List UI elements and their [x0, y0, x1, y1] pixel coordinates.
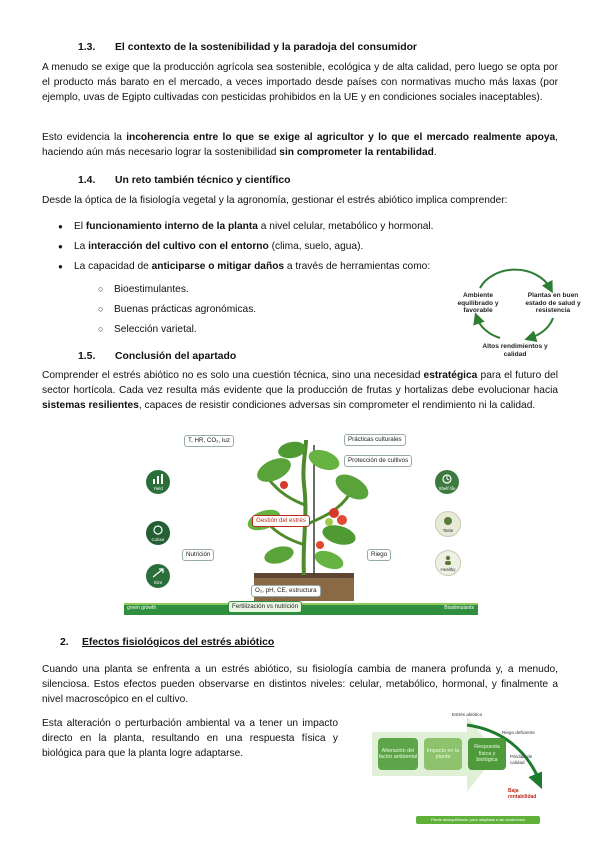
section-1-3-paragraph-1: A menudo se exige que la producción agrícola sea sostenible, ecológica y de alta calidad, pero luego se opta por el producto más barato en el mercado, a veces importado desde países con normativas mucho más laxas (por ejemplo, uvas de Egipto cultivadas con pesticidas prohibidos en la UE y en condiciones sociales inaceptables).: [42, 62, 558, 103]
text-run: Esto evidencia la: [42, 132, 127, 143]
soil-tag: O₂, pH, CE, estructura: [251, 585, 321, 597]
section-2-paragraph-1: Cuando una planta se enfrenta a un estrés abiótico, su fisiología cambia de manera profunda y, a menudo, silenciosa. Estos efectos pueden observarse en distintos niveles: celular, metabólico, hormonal, y finalmente a nivel macroscópico en el cultivo.: [42, 664, 558, 705]
flow-label-right: Pérdida de calidad: [510, 754, 533, 765]
section-2-paragraph-2: Esta alteración o perturbación ambiental va a tener un impacto directo en la planta, resultando en una respuesta física y biológica para que la planta logre adaptarse.: [42, 718, 338, 759]
list-item: ○ Selección varietal.: [98, 322, 256, 337]
text-run: a nivel celular, metabólico y hormonal.: [257, 221, 434, 232]
leaf: [312, 547, 346, 572]
cycle-right-label: Plantas en buen estado de salud y resistencia: [525, 292, 581, 314]
bold-run: sistemas resilientes: [42, 400, 139, 411]
climate-tag: T, HR, CO₂, luz: [184, 435, 234, 447]
leaf: [306, 446, 342, 474]
section-number: 1.4.: [78, 175, 96, 186]
tomato: [280, 481, 288, 489]
text-run: El: [74, 221, 86, 232]
leaf: [331, 469, 372, 504]
flow-step-3: Respuesta física y biológica: [468, 738, 506, 770]
text-run: (clima, suelo, agua).: [268, 241, 364, 252]
section-1-3-heading: [78, 42, 417, 53]
section-number: 1.3.: [78, 42, 96, 53]
colour-icon: [146, 521, 170, 545]
tomato: [316, 541, 324, 549]
yield-label: Yield: [153, 486, 163, 491]
cycle-arc-left: [477, 318, 500, 338]
list-item: ○ Bioestimulantes.: [98, 282, 256, 297]
plant-stem: [303, 440, 306, 575]
stress-flow-figure: [372, 710, 542, 828]
section-title: Efectos fisiológicos del estrés abiótico: [82, 637, 275, 648]
flow-label-mid: Riego deficiente: [502, 730, 535, 735]
list-item: [60, 219, 558, 234]
cycle-bottom-label: Altos rendimientos y calidad: [482, 343, 548, 358]
taste-label: Taste: [442, 528, 454, 533]
flow-step-2: Impacto en la planta: [424, 738, 462, 770]
bold-run: funcionamiento interno de la planta: [85, 221, 258, 232]
plant-stress-figure: [124, 425, 478, 615]
size-label: Size: [153, 580, 163, 585]
tomato: [325, 518, 333, 526]
protection-tag: Protección de cultivos: [344, 455, 412, 467]
cycle-left-label: Ambiente equilibrado y favorable: [457, 292, 499, 314]
yield-icon: [146, 470, 170, 494]
section-2-heading: [60, 637, 274, 648]
leaf: [320, 522, 358, 548]
section-1-4-heading: [78, 175, 291, 186]
section-title: Conclusión del apartado: [115, 351, 237, 362]
cycle-arc-top: [480, 270, 550, 288]
section-1-5-paragraph: [42, 368, 558, 413]
text-run: Comprender el estrés abiótico no es solo una cuestión técnica, sino una necesidad: [42, 370, 424, 381]
healthy-icon: [435, 550, 461, 576]
list-item: [60, 239, 558, 254]
practices-tag: Prácticas culturales: [344, 434, 406, 446]
colour-label: Colour: [151, 537, 165, 542]
size-icon: [146, 564, 170, 588]
shelf-life-label: Shelf life: [438, 486, 456, 491]
taste-icon: [435, 511, 461, 537]
text-run: a través de herramientas como:: [284, 261, 431, 272]
brand-right: Biostimulants: [444, 605, 474, 611]
shelf-life-icon: [435, 470, 459, 494]
tomato: [329, 508, 339, 518]
brand-left: green growth: [127, 605, 157, 611]
healthy-label: Healthy: [440, 567, 456, 572]
leaf: [253, 453, 294, 486]
tomato: [337, 515, 347, 525]
text-run: , capaces de resistir condiciones adversas sin comprometer el rendimiento ni la calidad.: [138, 400, 536, 411]
text-run: , haciendo aún más necesario lograr la sostenibilidad: [42, 132, 558, 158]
list-item: ○ Buenas prácticas agronómicas.: [98, 302, 256, 317]
cycle-diagram: [445, 268, 585, 364]
bold-run: anticiparse o mitigar daños: [151, 261, 285, 272]
bold-run: sin comprometer la rentabilidad: [279, 147, 434, 158]
flow-caption: Planta desequilibrada, poco adaptada a las condiciones: [416, 816, 540, 824]
text-run: La: [74, 241, 89, 252]
text-run: para el futuro del sector hortícola. Cada vez resulta más evidente que la producción de frutas y hortalizas debe evolucionar hacia: [42, 370, 558, 396]
section-number: 2.: [60, 637, 69, 648]
section-1-3-paragraph-2: [42, 130, 558, 160]
irrigation-tag: Riego: [367, 549, 391, 561]
leaf: [262, 543, 295, 566]
flow-step-1: Alteración del factor ambiental: [378, 738, 418, 770]
bold-run: estratégica: [423, 370, 478, 381]
sub-bullet-list: [98, 282, 256, 342]
text-run: .: [433, 147, 437, 158]
bold-run: incoherencia entre lo que se exige al agricultor y lo que el mercado realmente apoya: [126, 132, 556, 143]
section-title: Un reto también técnico y científico: [115, 175, 291, 186]
section-title: El contexto de la sostenibilidad y la paradoja del consumidor: [115, 42, 417, 53]
nutrition-tag: Nutrición: [182, 549, 214, 561]
section-1-5-heading: [78, 351, 236, 362]
stress-tag: Gestión del estrés: [252, 515, 310, 527]
cycle-arc-right: [530, 318, 553, 338]
text-run: La capacidad de: [74, 261, 152, 272]
flow-label-top: Estrés abiótico: [452, 712, 483, 717]
section-number: 1.5.: [78, 351, 96, 362]
fertilization-tag: Fertilización vs nutrición: [228, 601, 302, 613]
flow-label-bottom: Baja rentabilidad: [508, 788, 537, 800]
section-1-4-intro: Desde la óptica de la fisiología vegetal y la agronomía, gestionar el estrés abiótico implica comprender:: [42, 195, 508, 206]
bold-run: interacción del cultivo con el entorno: [88, 241, 269, 252]
